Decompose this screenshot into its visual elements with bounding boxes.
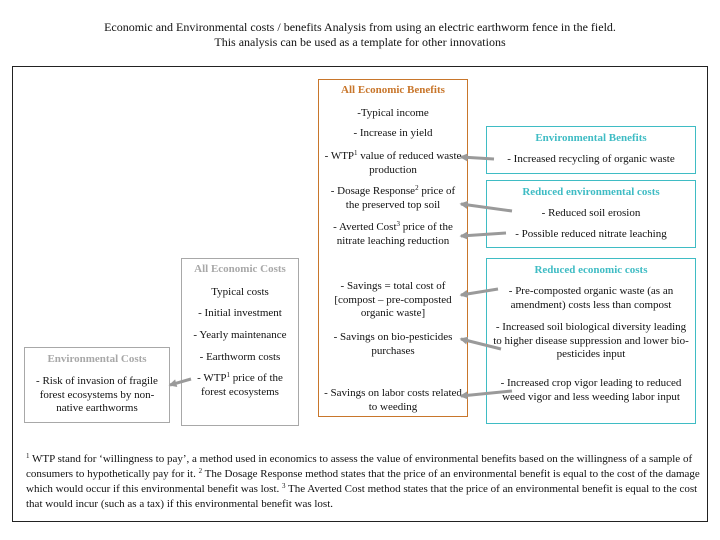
arrow-wtp-forest-to-env-costs [170,379,191,385]
benefit-dosage-response: - Dosage Response$^2$ price of the preserved top soil [330,184,456,211]
arrow-vigor-to-labor [461,391,512,396]
benefit-averted-cost: - Averted Cost$^3$ price of the nitrate leaching reduction [333,220,453,247]
environmental-costs-heading: Environmental Costs [47,353,147,365]
arrow-biodiversity-to-biopesticides [461,339,501,349]
arrow-compost-to-savings [461,289,498,295]
benefit-compost-savings: - Savings = total cost of [compost – pre-composted organic waste] [334,280,452,319]
benefit-typical-income: -Typical income [357,107,429,119]
footnote: $^1$ WTP stand for ‘willingness to pay’, a method used in economics to assess the value of environmental benefits based on the willingness of a sample of consumers to hypothetically pay for it. $^2$ The Dosage Response method states that the price of an environmental benefit is equal to the cost of the damage which would occur if this environmental benefit was lost. $^3$ The Averted Cost method states that the price of an environmental benefit is equal to the cost that would incur (such as a tax) if this environmental benefit was lost. [26,452,700,510]
title-line-2: This analysis can be used as a template for other innovations [214,35,506,49]
soil-biodiversity-item: - Increased soil biological diversity leading to higher disease suppression and lower bio-pesticides input [493,321,689,360]
earthworm-costs-item: - Earthworm costs [199,351,281,363]
increased-recycling-item: - Increased recycling of organic waste [507,153,675,165]
crop-vigor-item: - Increased crop vigor leading to reduced weed vigor and less weeding labor input [500,377,682,403]
arrow-recycling-to-wtp [461,157,494,159]
forest-invasion-risk-item: - Risk of invasion of fragile forest ecosystems by non-native earthworms [36,375,158,414]
all-economic-benefits-heading: All Economic Benefits [341,84,445,96]
typical-costs-item: Typical costs [211,286,269,298]
arrow-erosion-to-dosage [461,204,512,211]
all-economic-costs-heading: All Economic Costs [194,263,286,275]
arrow-nitrate-to-averted [461,233,506,236]
reduced-environmental-costs-heading: Reduced environmental costs [522,186,660,198]
precomposted-waste-item: - Pre-composted organic waste (as an amendment) costs less than compost [508,285,674,311]
yearly-maintenance-item: - Yearly maintenance [193,329,287,341]
environmental-benefits-heading: Environmental Benefits [535,132,647,144]
reduced-nitrate-leaching-item: - Possible reduced nitrate leaching [515,228,667,240]
benefit-labor-savings: - Savings on labor costs related to weeding [324,387,462,413]
reduced-soil-erosion-item: - Reduced soil erosion [541,207,641,219]
benefit-wtp-waste: - WTP$^1$ value of reduced waste production [324,149,462,176]
wtp-forest-item: - WTP$^1$ price of the forest ecosystems [197,371,283,398]
initial-investment-item: - Initial investment [198,307,282,319]
benefit-increase-in-yield: - Increase in yield [353,127,433,139]
reduced-economic-costs-heading: Reduced economic costs [534,264,648,276]
title-line-1: Economic and Environmental costs / benefits Analysis from using an electric earthworm fence in the field. [104,20,616,34]
benefit-biopesticides-savings: - Savings on bio-pesticides purchases [333,331,453,357]
